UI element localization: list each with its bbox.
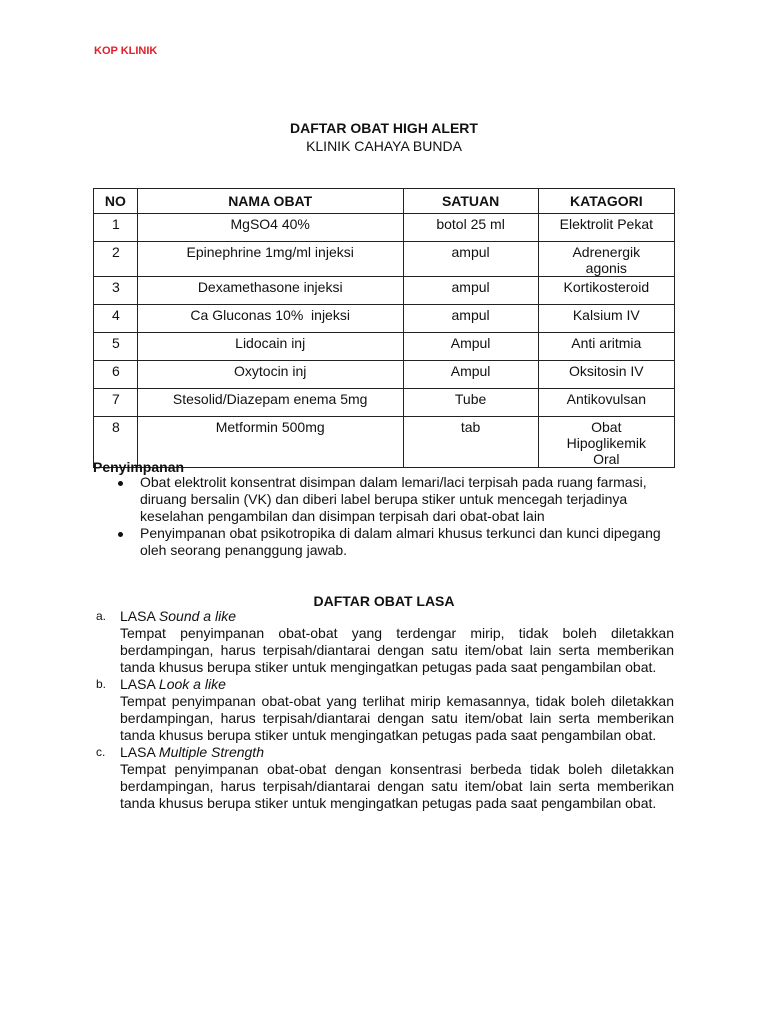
lasa-prefix: LASA bbox=[120, 744, 156, 760]
list-marker: b. bbox=[96, 677, 107, 691]
list-item: Penyimpanan obat psikotropika di dalam almari khusus terkunci dan kunci dipegang oleh seorang penanggung jawab. bbox=[118, 525, 678, 559]
lasa-prefix: LASA bbox=[120, 676, 156, 692]
cell-kategori: Kortikosteroid bbox=[538, 277, 674, 305]
cell-kategori: Elektrolit Pekat bbox=[538, 214, 674, 242]
cell-no: 3 bbox=[94, 277, 138, 305]
penyimpanan-heading: Penyimpanan bbox=[93, 459, 185, 475]
high-alert-table bbox=[93, 188, 675, 468]
cell-no: 4 bbox=[94, 305, 138, 333]
cell-nama: Stesolid/Diazepam enema 5mg bbox=[137, 389, 403, 417]
table-row bbox=[94, 333, 675, 361]
cell-nama: MgSO4 40% bbox=[137, 214, 403, 242]
table-row bbox=[94, 361, 675, 389]
cell-nama: Oxytocin inj bbox=[137, 361, 403, 389]
cell-kategori: Adrenergik agonis bbox=[538, 242, 674, 277]
cell-kategori: Oksitosin IV bbox=[538, 361, 674, 389]
cell-no: 2 bbox=[94, 242, 138, 277]
cell-satuan: Ampul bbox=[403, 361, 538, 389]
lasa-item-title bbox=[120, 676, 674, 693]
cell-no: 8 bbox=[94, 417, 138, 468]
cell-kategori: Obat Hipoglikemik Oral bbox=[538, 417, 674, 468]
cell-nama: Metformin 500mg bbox=[137, 417, 403, 468]
lasa-item-body: Tempat penyimpanan obat-obat yang terdengar mirip, tidak boleh diletakkan berdampingan, harus terpisah/diantarai dengan satu item/obat lain serta memberikan tanda khusus berupa stiker untuk mengingatkan petugas pada saat pengambilan obat. bbox=[120, 625, 674, 675]
penyimpanan-list bbox=[118, 474, 678, 559]
column-header-no: NO bbox=[94, 189, 138, 214]
lasa-item-title bbox=[120, 744, 674, 761]
lasa-prefix: LASA bbox=[120, 608, 156, 624]
column-header-nama: NAMA OBAT bbox=[137, 189, 403, 214]
cell-kategori: Kalsium IV bbox=[538, 305, 674, 333]
lasa-list bbox=[96, 608, 674, 812]
list-item: Obat elektrolit konsentrat disimpan dalam lemari/laci terpisah pada ruang farmasi, diruang bersalin (VK) dan diberi label berupa stiker untuk mencegah terjadinya keselahan pengambilan dan disimpan terpisah dari obat-obat lain bbox=[118, 474, 678, 525]
table-row bbox=[94, 389, 675, 417]
cell-satuan: tab bbox=[403, 417, 538, 468]
list-item bbox=[96, 744, 674, 812]
list-marker: c. bbox=[96, 745, 106, 759]
cell-nama: Epinephrine 1mg/ml injeksi bbox=[137, 242, 403, 277]
table-row bbox=[94, 214, 675, 242]
cell-satuan: botol 25 ml bbox=[403, 214, 538, 242]
cell-kategori: Anti aritmia bbox=[538, 333, 674, 361]
lasa-item-body: Tempat penyimpanan obat-obat yang terlihat mirip kemasannya, tidak boleh diletakkan berdampingan, harus terpisah/diantarai dengan satu item/obat lain serta memberikan tanda khusus berupa stiker untuk mengingatkan petugas pada saat pengambilan obat. bbox=[120, 693, 674, 743]
cell-satuan: ampul bbox=[403, 277, 538, 305]
cell-satuan: ampul bbox=[403, 305, 538, 333]
cell-nama: Dexamethasone injeksi bbox=[137, 277, 403, 305]
list-marker: a. bbox=[96, 609, 107, 623]
list-item bbox=[96, 676, 674, 744]
cell-nama: Ca Gluconas 10% injeksi bbox=[137, 305, 403, 333]
lasa-item-body: Tempat penyimpanan obat-obat dengan konsentrasi berbeda tidak boleh diletakkan berdampingan, harus terpisah/diantarai dengan satu item/obat lain serta memberikan tanda khusus berupa stiker untuk mengingatkan petugas pada saat pengambilan obat. bbox=[120, 761, 674, 811]
table-row bbox=[94, 305, 675, 333]
cell-no: 5 bbox=[94, 333, 138, 361]
cell-kategori: Antikovulsan bbox=[538, 389, 674, 417]
cell-no: 7 bbox=[94, 389, 138, 417]
lasa-type: Sound a like bbox=[158, 608, 236, 624]
document-subtitle: KLINIK CAHAYA BUNDA bbox=[306, 138, 462, 154]
list-item bbox=[96, 608, 674, 676]
column-header-kategori: KATAGORI bbox=[538, 189, 674, 214]
lasa-item-title bbox=[120, 608, 674, 625]
table-row bbox=[94, 277, 675, 305]
cell-no: 1 bbox=[94, 214, 138, 242]
column-header-satuan: SATUAN bbox=[403, 189, 538, 214]
cell-no: 6 bbox=[94, 361, 138, 389]
cell-satuan: ampul bbox=[403, 242, 538, 277]
lasa-type: Look a like bbox=[158, 676, 226, 692]
kop-klinik: KOP KLINIK bbox=[94, 45, 158, 57]
cell-satuan: Tube bbox=[403, 389, 538, 417]
table-row bbox=[94, 242, 675, 277]
cell-satuan: Ampul bbox=[403, 333, 538, 361]
lasa-type: Multiple Strength bbox=[158, 744, 264, 760]
document-title: DAFTAR OBAT HIGH ALERT bbox=[290, 120, 478, 136]
lasa-heading: DAFTAR OBAT LASA bbox=[313, 593, 455, 609]
cell-nama: Lidocain inj bbox=[137, 333, 403, 361]
table-header-row bbox=[94, 189, 675, 214]
